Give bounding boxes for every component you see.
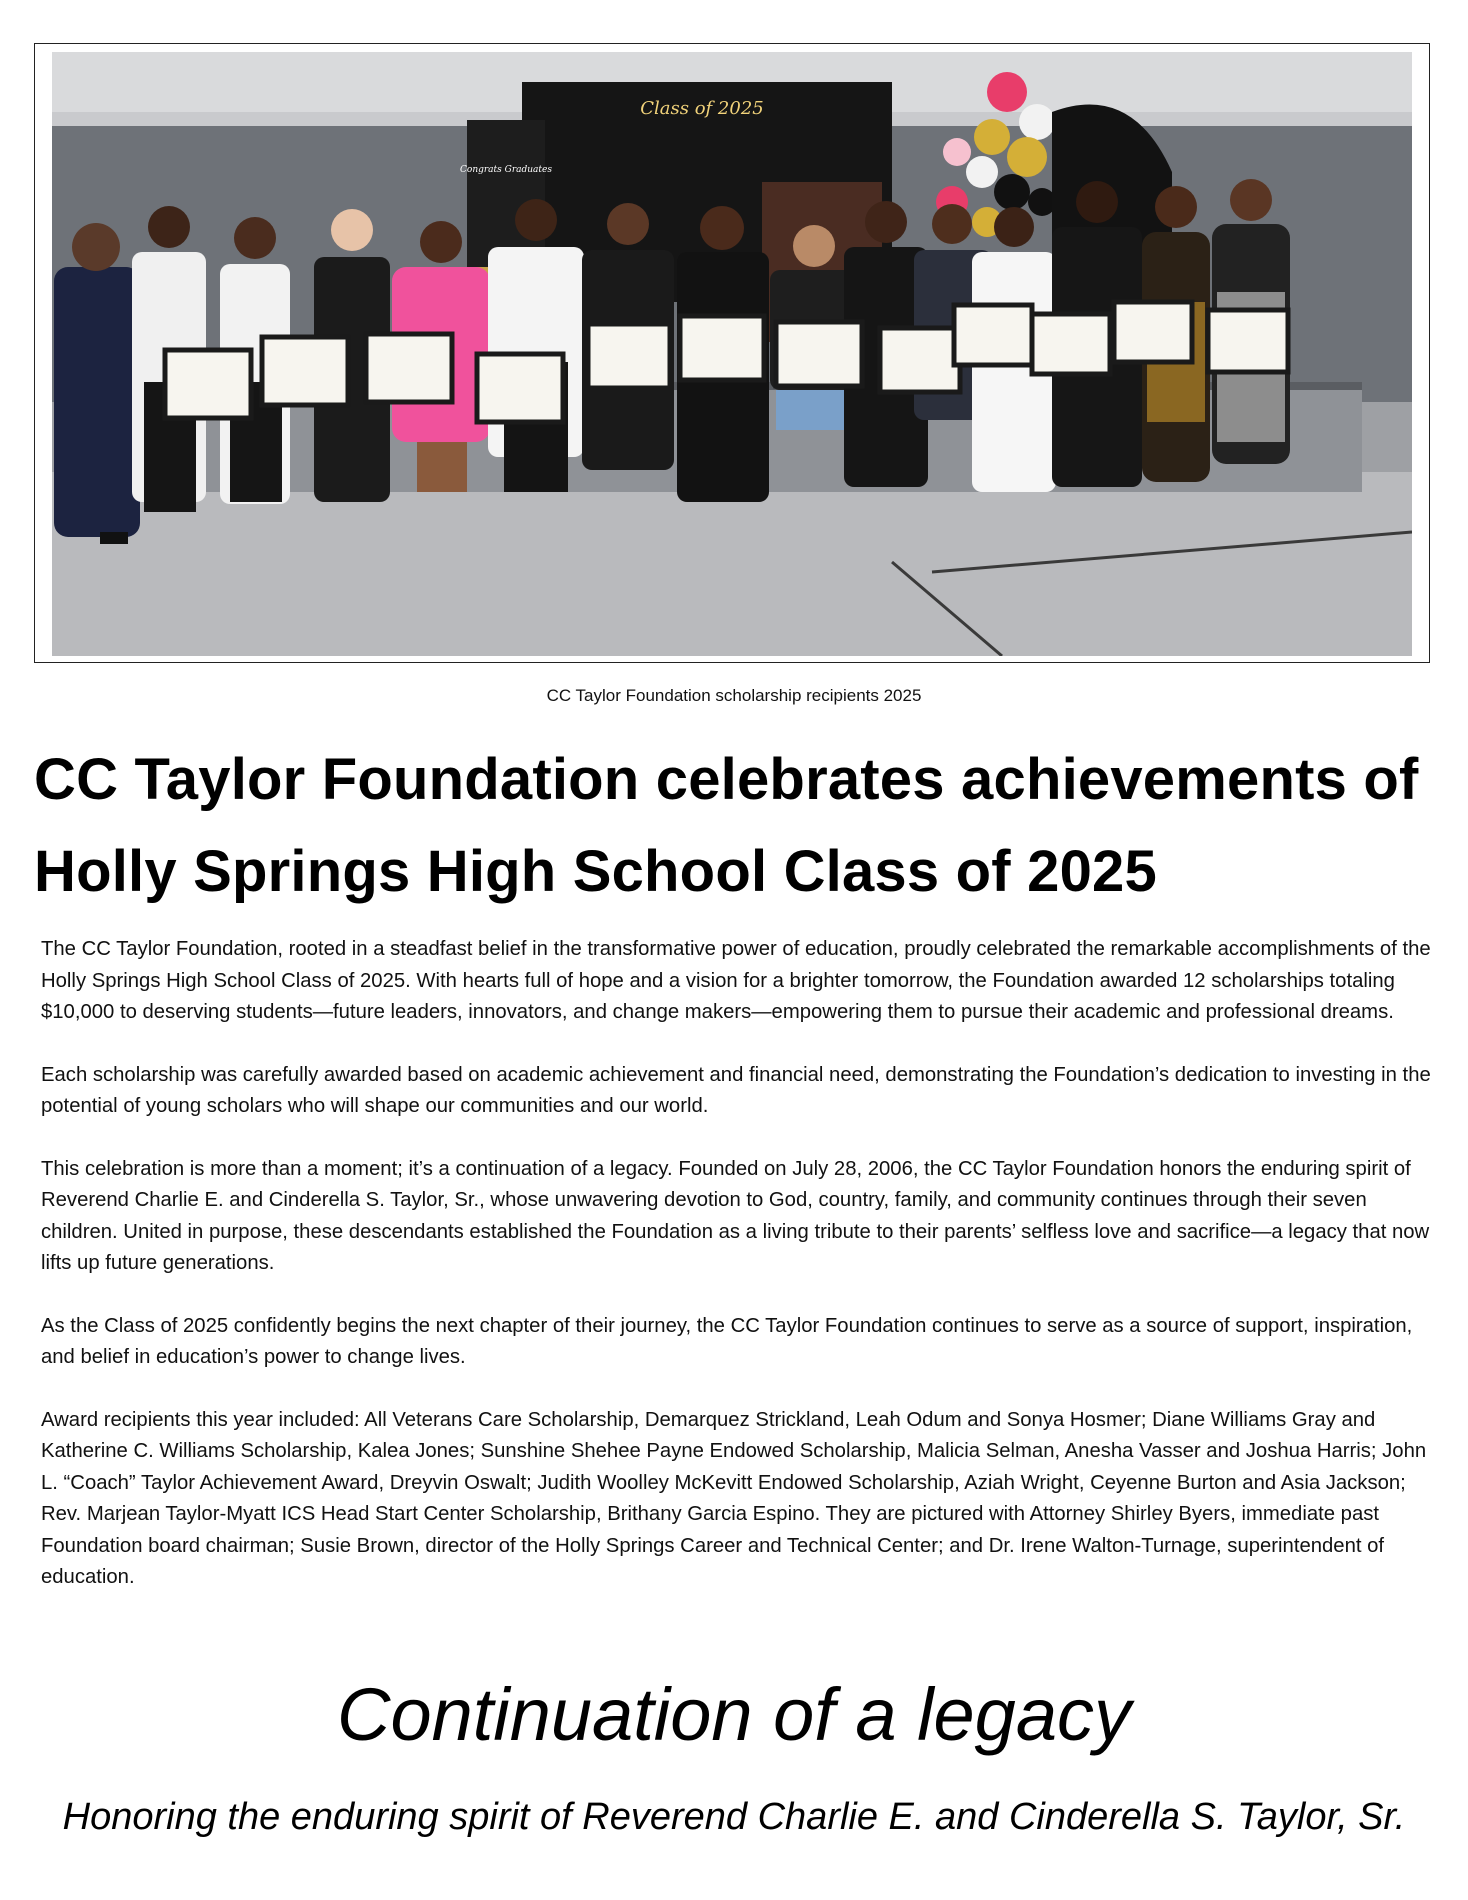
- article-body: [41, 934, 1431, 1625]
- paragraph: This celebration is more than a moment; it’s a continuation of a legacy. Founded on July 28, 2006, the CC Taylor Foundation honors the enduring spirit of Reverend Charlie E. and Cinderella S. Taylor, Sr., whose unwavering devotion to God, country, family, and community continues through their seven children. United in purpose, these descendants established the Foundation as a living tribute to their parents’ selfless love and sacrifice—a legacy that now lifts up future generations.: [41, 1157, 1430, 1274]
- paragraph: Each scholarship was carefully awarded based on academic achievement and financial need, demonstrating the Foundation’s dedication to investing in the potential of young scholars who will shape our communities and our world.: [41, 1063, 1431, 1117]
- subtagline: Honoring the enduring spirit of Reverend Charlie E. and Cinderella S. Taylor, Sr.: [62, 1796, 1406, 1838]
- paragraph: The CC Taylor Foundation, rooted in a steadfast belief in the transformative power of education, proudly celebrated the remarkable accomplishments of the Holly Springs High School Class of 2025. With hearts full of hope and a vision for a brighter tomorrow, the Foundation awarded 12 scholarships totaling $10,000 to deserving students—future leaders, innovators, and change makers—empowering them to pursue their academic and professional dreams.: [41, 938, 1431, 1023]
- photo-caption: CC Taylor Foundation scholarship recipients 2025: [546, 686, 922, 705]
- svg-text:Congrats Graduates: Congrats Graduates: [460, 165, 552, 175]
- svg-text:Class of 2025: Class of 2025: [640, 98, 764, 119]
- group-photo: [52, 52, 1412, 656]
- class-of-2025-sign: [640, 98, 764, 119]
- group-photo-illustration: [52, 52, 1412, 656]
- article-headline: CC Taylor Foundation celebrates achievements of Holly Springs High School Class of 2025: [34, 747, 1419, 904]
- paragraph: As the Class of 2025 confidently begins the next chapter of their journey, the CC Taylor Foundation continues to serve as a source of support, inspiration, and belief in education’s power to change lives.: [41, 1314, 1413, 1368]
- tagline: Continuation of a legacy: [337, 1673, 1131, 1756]
- paragraph: Award recipients this year included: All Veterans Care Scholarship, Demarquez Strickland, Leah Odum and Sonya Hosmer; Diane Williams Gray and Katherine C. Williams Scholarship, Kalea Jones; Sunshine Shehee Payne Endowed Scholarship, Malicia Selman, Anesha Vasser and Joshua Harris; John L. “Coach” Taylor Achievement Award, Dreyvin Oswalt; Judith Woolley McKevitt Endowed Scholarship, Aziah Wright, Ceyenne Burton and Asia Jackson; Rev. Marjean Taylor-Myatt ICS Head Start Center Scholarship, Brithany Garcia Espino. They are pictured with Attorney Shirley Byers, immediate past Foundation board chairman; Susie Brown, director of the Holly Springs Career and Technical Center; and Dr. Irene Walton-Turnage, superintendent of education.: [41, 1408, 1427, 1588]
- photo-frame: [34, 43, 1430, 663]
